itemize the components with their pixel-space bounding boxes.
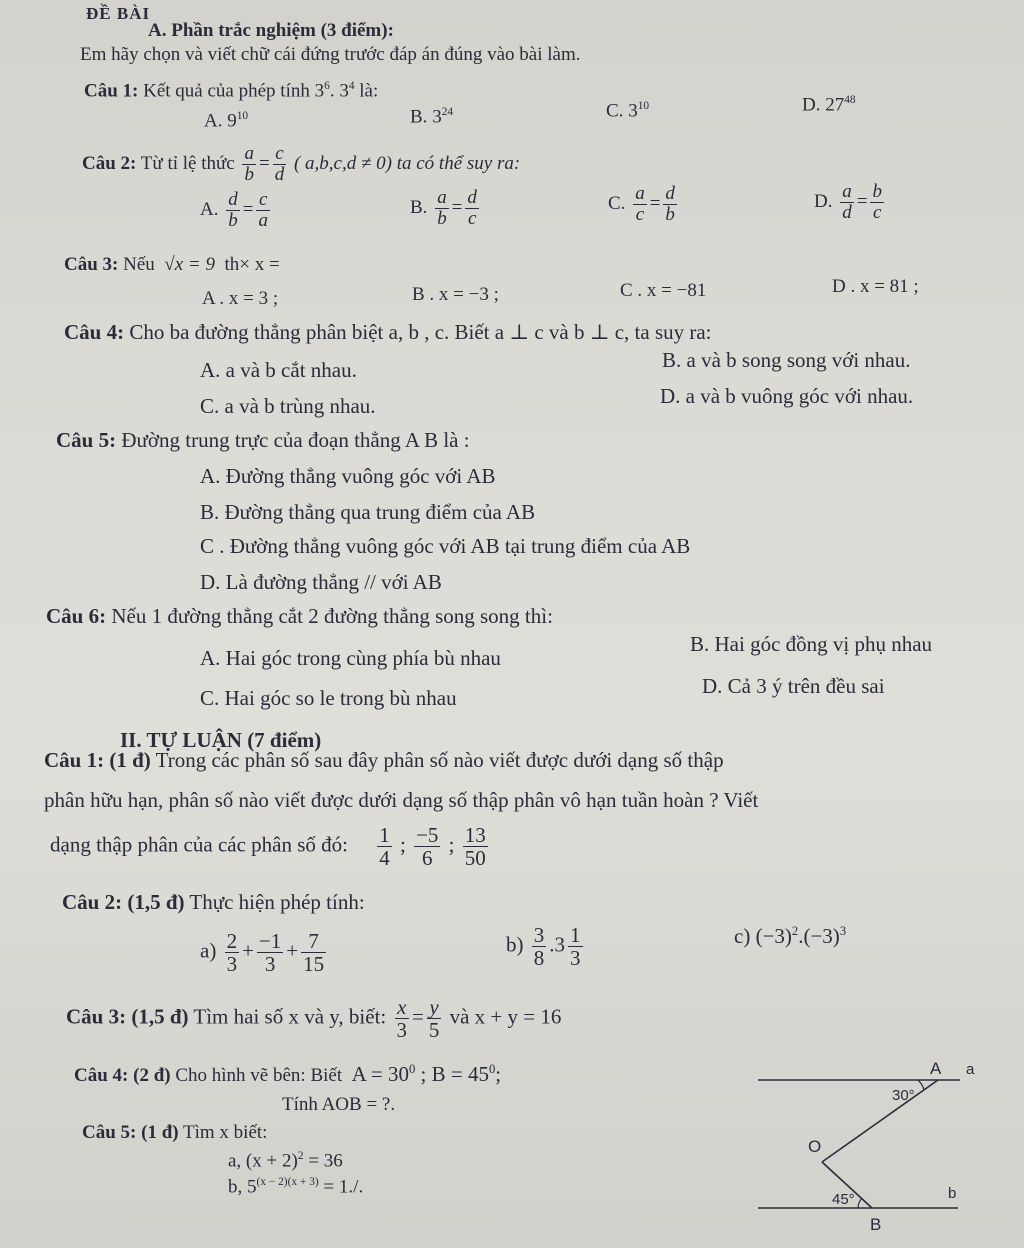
q5-option-a: A. Đường thẳng vuông góc với AB: [200, 464, 496, 488]
essay-q5-part-a: a, $(x + 2)^2 = 36$: [228, 1150, 343, 1172]
angle-arc-b: [858, 1198, 862, 1208]
label-line-b: b: [948, 1185, 957, 1202]
q2-option-a: A. $\frac{d}{b}$ = $\frac{c}{a}$: [200, 189, 268, 231]
q3-stem: Câu 3: Nếu √x = 9 th× x =: [64, 254, 280, 275]
angle-arc-a: [918, 1080, 924, 1090]
q5-stem: Câu 5: Đường trung trực của đoạn thẳng A B là :: [56, 428, 470, 452]
part-a-heading: A. Phần trắc nghiệm (3 điểm):: [148, 20, 394, 41]
q6-stem: Câu 6: Nếu 1 đường thẳng cắt 2 đường thẳng song song thì:: [46, 604, 553, 628]
essay-q5-stem: Câu 5: (1 đ) Tìm x biết:: [82, 1122, 268, 1143]
q2-stem: Câu 2: Từ tỉ lệ thức $\frac{a}{b}$ = $\frac{c}{d}$ ( a,b,c,d ≠ 0) ta có thể suy ra:: [82, 143, 521, 185]
q3-option-d: D . x = 81 ;: [832, 276, 919, 297]
q3-option-b: B . x = −3 ;: [412, 284, 499, 305]
label-point-b: B: [870, 1215, 882, 1234]
q6-option-b: B. Hai góc đồng vị phụ nhau: [690, 632, 933, 656]
label-point-a: A: [930, 1059, 942, 1078]
instruction: Em hãy chọn và viết chữ cái đứng trước đáp án đúng vào bài làm.: [80, 44, 581, 65]
essay-q5-part-b: b, $5^{(x - 2)(x + 3)} = 1./$.: [228, 1176, 364, 1198]
essay-q1-line2: phân hữu hạn, phân số nào viết được dưới dạng số thập phân vô hạn tuần hoàn ? Viết: [44, 788, 759, 812]
exam-title: ĐỀ BÀI: [86, 4, 151, 23]
q2-option-d: D. $\frac{a}{d}$ = $\frac{b}{c}$: [814, 181, 882, 223]
q2-option-b: B. $\frac{a}{b}$ = $\frac{d}{c}$: [410, 187, 477, 229]
q5-option-c: C . Đường thẳng vuông góc với AB tại trung điểm của AB: [200, 534, 691, 558]
q5-option-d: D. Là đường thẳng // với AB: [200, 570, 442, 594]
q1-stem: Câu 1: Kết quả của phép tính $3^6$. $3^4$ là:: [84, 80, 379, 102]
q1-option-b: B. $3^{24}$: [410, 106, 454, 128]
essay-q2-part-b: b) $\frac{3}{8}$ .3 $\frac{1}{3}$: [506, 923, 581, 971]
q6-option-a: A. Hai góc trong cùng phía bù nhau: [200, 646, 501, 670]
q2-option-c: C. $\frac{a}{c}$ = $\frac{d}{b}$: [608, 183, 675, 225]
essay-q2-part-c: c) $(-3)^2.(-3)^3$: [734, 924, 847, 948]
q4-stem: Câu 4: Cho ba đường thẳng phân biệt a, b , c. Biết a ⊥ c và b ⊥ c, ta suy ra:: [64, 320, 712, 344]
essay-q4: Câu 4: (2 đ) Cho hình vẽ bên: Biết $A = 30^0$ ; $B = 45^0$;: [74, 1062, 502, 1086]
essay-q1-line3: dạng thập phân của các phân số đó: $\frac{1}{4}$ ; $\frac{-5}{6}$ ; $\frac{13}{50}$: [50, 823, 486, 871]
essay-q4-ask: Tính AOB = ?.: [282, 1094, 396, 1115]
essay-q1-line1: Câu 1: (1 đ) Trong các phân số sau đây phân số nào viết được dưới dạng số thập: [44, 748, 724, 772]
part-2-heading: II. TỰ LUẬN (7 điểm): [120, 728, 322, 752]
q5-option-b: B. Đường thẳng qua trung điểm của AB: [200, 500, 536, 524]
q4-option-b: B. a và b song song với nhau.: [662, 348, 911, 372]
label-angle-45: 45°: [832, 1191, 855, 1208]
label-angle-30: 30°: [892, 1087, 915, 1104]
q6-option-d: D. Cả 3 ý trên đều sai: [702, 674, 885, 698]
label-point-o: O: [808, 1137, 822, 1156]
segment-ao: [822, 1080, 938, 1162]
q1-option-d: D. $27^{48}$: [802, 94, 856, 116]
q4-option-c: C. a và b trùng nhau.: [200, 394, 376, 418]
q3-option-c: C . x = −81: [620, 280, 707, 301]
q1-option-a: A. $9^{10}$: [204, 110, 249, 132]
q4-option-d: D. a và b vuông góc với nhau.: [660, 384, 914, 408]
q1-option-c: C. $3^{10}$: [606, 100, 650, 122]
geometry-figure: [752, 1058, 1024, 1238]
essay-q3: Câu 3: (1,5 đ) Tìm hai số x và y, biết: $\frac{x}{3}$ = $\frac{y}{5}$ và x + y = 16: [66, 995, 562, 1043]
q4-option-a: A. a và b cắt nhau.: [200, 358, 357, 382]
q6-option-c: C. Hai góc so le trong bù nhau: [200, 686, 457, 710]
label-line-a: a: [966, 1061, 975, 1078]
q3-option-a: A . x = 3 ;: [202, 288, 279, 309]
essay-q2-stem: Câu 2: (1,5 đ) Thực hiện phép tính:: [62, 890, 365, 914]
essay-q2-part-a: a) $\frac{2}{3}$ + $\frac{-1}{3}$ + $\frac{7}{15}$: [200, 929, 325, 977]
